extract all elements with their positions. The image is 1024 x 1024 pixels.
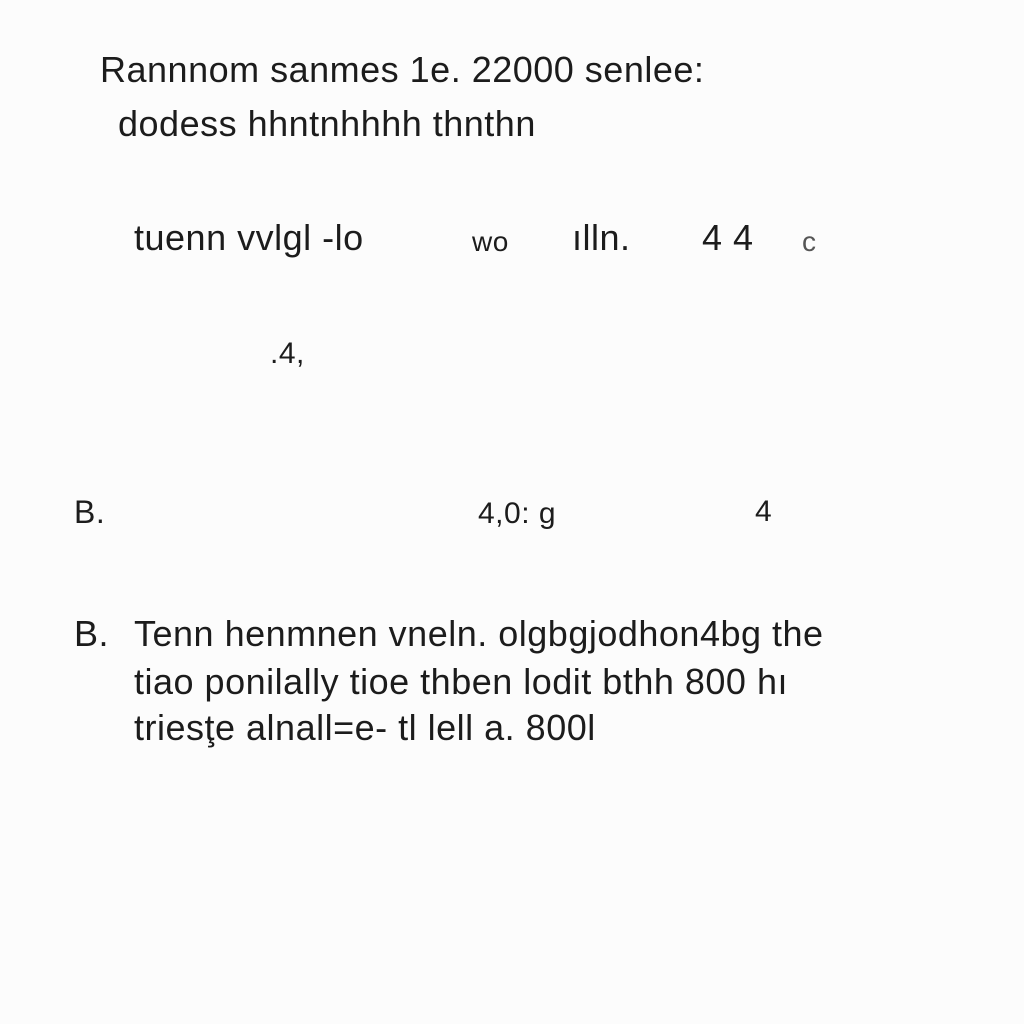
section-b2-line-3: triesţe alnall=e- tl lell a. 800l bbox=[134, 707, 596, 748]
heading-line-1: Rannnom sanmes 1e. 22000 senlee: bbox=[100, 49, 705, 90]
row1-text-c: ılln. bbox=[572, 217, 631, 258]
section-b2-label: B. bbox=[74, 613, 110, 654]
row1-text-e: c bbox=[802, 226, 817, 257]
value-1: .4, bbox=[270, 337, 305, 370]
section-b1-label: B. bbox=[74, 494, 106, 530]
heading-line-2: dodess hhntnhhhh thnthn bbox=[118, 103, 536, 144]
section-b2-line-1: Tenn henmnen vneln. olgbgjodhon4bg the bbox=[134, 613, 824, 654]
section-b2-line-2: tiao ponilally tioe thben lodit bthh 800 hı bbox=[134, 661, 788, 702]
section-b1-mark: 4 bbox=[755, 495, 773, 528]
row1-text-d: 4 4 bbox=[702, 217, 754, 258]
section-b1-value: 4,0: g bbox=[478, 497, 557, 530]
row1-text-a: tuenn vvlgl -lo bbox=[134, 217, 364, 258]
row1-text-b: wo bbox=[472, 226, 509, 257]
